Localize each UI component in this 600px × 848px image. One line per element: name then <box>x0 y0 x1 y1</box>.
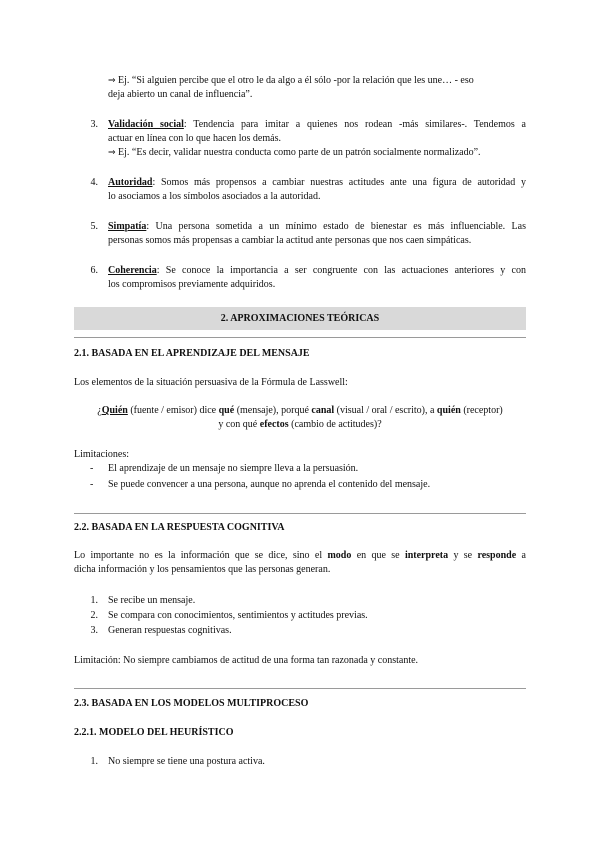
example-text: Ej. “Es decir, validar nuestra conducta como parte de un patrón socialmente normalizado”. <box>118 147 481 158</box>
paragraph-text: Lo importante no es la información que se dice, sino el <box>74 550 328 561</box>
section-2-2-limitation: Limitación: No siempre cambiamos de actitud de una forma tan razonada y constante. <box>74 655 419 666</box>
section-2-2-1-heading: 2.2.1. MODELO DEL HEURÍSTICO <box>74 727 234 738</box>
intro-example-line-1 <box>108 74 526 88</box>
principle-coherencia-line-2: los compromisos previamente adquiridos. <box>108 279 276 290</box>
list-number: 6. <box>90 265 98 276</box>
principle-term: Simpatía <box>108 221 147 232</box>
step-item: Se compara con conocimientos, sentimientos y actitudes previas. <box>108 610 368 621</box>
step-item: Se recibe un mensaje. <box>108 595 196 606</box>
heuristic-item: No siempre se tiene una postura activa. <box>108 756 265 767</box>
principle-autoridad-line-1 <box>108 176 526 189</box>
formula-text: ¿ <box>97 405 102 416</box>
principle-text: : Una persona sometida a un mínimo estado de bienestar es más influenciable. Las <box>146 221 526 232</box>
principle-validacion-line-2: actuar en línea con lo que hacen los demás. <box>108 133 281 144</box>
formula-keyword-canal: canal <box>311 405 335 416</box>
formula-text: (visual / oral / escrito), a <box>334 405 437 416</box>
formula-keyword-quien: Quién <box>101 405 128 416</box>
intro-example-line-2: deja abierto un canal de influencia”. <box>108 89 253 100</box>
list-number: 3. <box>90 119 98 130</box>
principle-validacion-line-1 <box>108 118 526 131</box>
formula-text: (fuente / emisor) dice <box>127 405 219 416</box>
bullet-dash: - <box>90 463 94 474</box>
formula-keyword-efectos: efectos <box>259 419 289 430</box>
limitations-label: Limitaciones: <box>74 449 129 460</box>
principle-autoridad-line-2: lo asociamos a los símbolos asociados a la autoridad. <box>108 191 321 202</box>
principle-simpatia-line-2: personas somos más propensas a cambiar la actitud ante personas que nos caen simpáticas. <box>108 235 472 246</box>
list-number: 4. <box>90 177 98 188</box>
keyword-responde: responde <box>477 550 517 561</box>
step-item: Generan respuestas cognitivas. <box>108 625 232 636</box>
limitation-item: Se puede convencer a una persona, aunque no aprenda el contenido del mensaje. <box>108 479 431 490</box>
divider <box>74 337 526 338</box>
principle-text: : Tendencia para imitar a quienes nos rodean -más similares-. Tendemos a <box>183 119 526 130</box>
paragraph-text: en que se <box>351 550 405 561</box>
list-number: 1. <box>90 756 98 767</box>
section-2-2-paragraph-line-2: dicha información y los pensamientos que las personas generan. <box>74 564 331 575</box>
formula-text: (mensaje), porqué <box>234 405 312 416</box>
principle-term: Autoridad <box>108 177 153 188</box>
principle-term: Validación social <box>108 119 184 130</box>
list-number: 3. <box>90 625 98 636</box>
list-number: 5. <box>90 221 98 232</box>
list-number: 2. <box>90 610 98 621</box>
list-number: 1. <box>90 595 98 606</box>
limitation-item: El aprendizaje de un mensaje no siempre lleva a la persuasión. <box>108 463 359 474</box>
principle-text: : Se conoce la importancia a ser congruente con las actuaciones anteriores y con <box>156 265 526 276</box>
lasswell-formula-line-2 <box>74 418 526 431</box>
principle-coherencia-line-1 <box>108 264 526 277</box>
principle-simpatia-line-1 <box>108 220 526 233</box>
divider <box>74 513 526 514</box>
keyword-modo: modo <box>327 550 352 561</box>
formula-text: (cambio de actitudes)? <box>288 419 382 430</box>
section-2-1-heading: 2.1. BASADA EN EL APRENDIZAJE DEL MENSAJE <box>74 348 310 359</box>
principle-term: Coherencia <box>108 265 157 276</box>
section-2-title: 2. APROXIMACIONES TEÓRICAS <box>74 307 526 330</box>
section-2-1-intro: Los elementos de la situación persuasiva de la Fórmula de Lasswell: <box>74 377 348 388</box>
formula-text: (receptor) <box>460 405 503 416</box>
paragraph-text: a <box>516 550 526 561</box>
principle-text: : Somos más propensos a cambiar nuestras actitudes ante una figura de autoridad y <box>152 177 526 188</box>
paragraph-text: y se <box>448 550 478 561</box>
formula-keyword-quien-receptor: quién <box>436 405 461 416</box>
principle-validacion-example <box>108 146 481 160</box>
lasswell-formula-line-1 <box>74 404 526 417</box>
implies-arrow-icon: ⇒ <box>108 76 116 86</box>
implies-arrow-icon: ⇒ <box>108 148 116 158</box>
section-2-2-heading: 2.2. BASADA EN LA RESPUESTA COGNITIVA <box>74 522 285 533</box>
divider <box>74 688 526 689</box>
section-2-3-heading: 2.3. BASADA EN LOS MODELOS MULTIPROCESO <box>74 698 309 709</box>
keyword-interpreta: interpreta <box>404 550 449 561</box>
section-2-2-paragraph-line-1 <box>74 549 526 562</box>
bullet-dash: - <box>90 479 94 490</box>
formula-keyword-que: qué <box>218 405 235 416</box>
formula-text: y con qué <box>218 419 260 430</box>
intro-example-text: Ej. “Si alguien percibe que el otro le da algo a él sólo -por la relación que les une… - eso <box>118 75 474 86</box>
